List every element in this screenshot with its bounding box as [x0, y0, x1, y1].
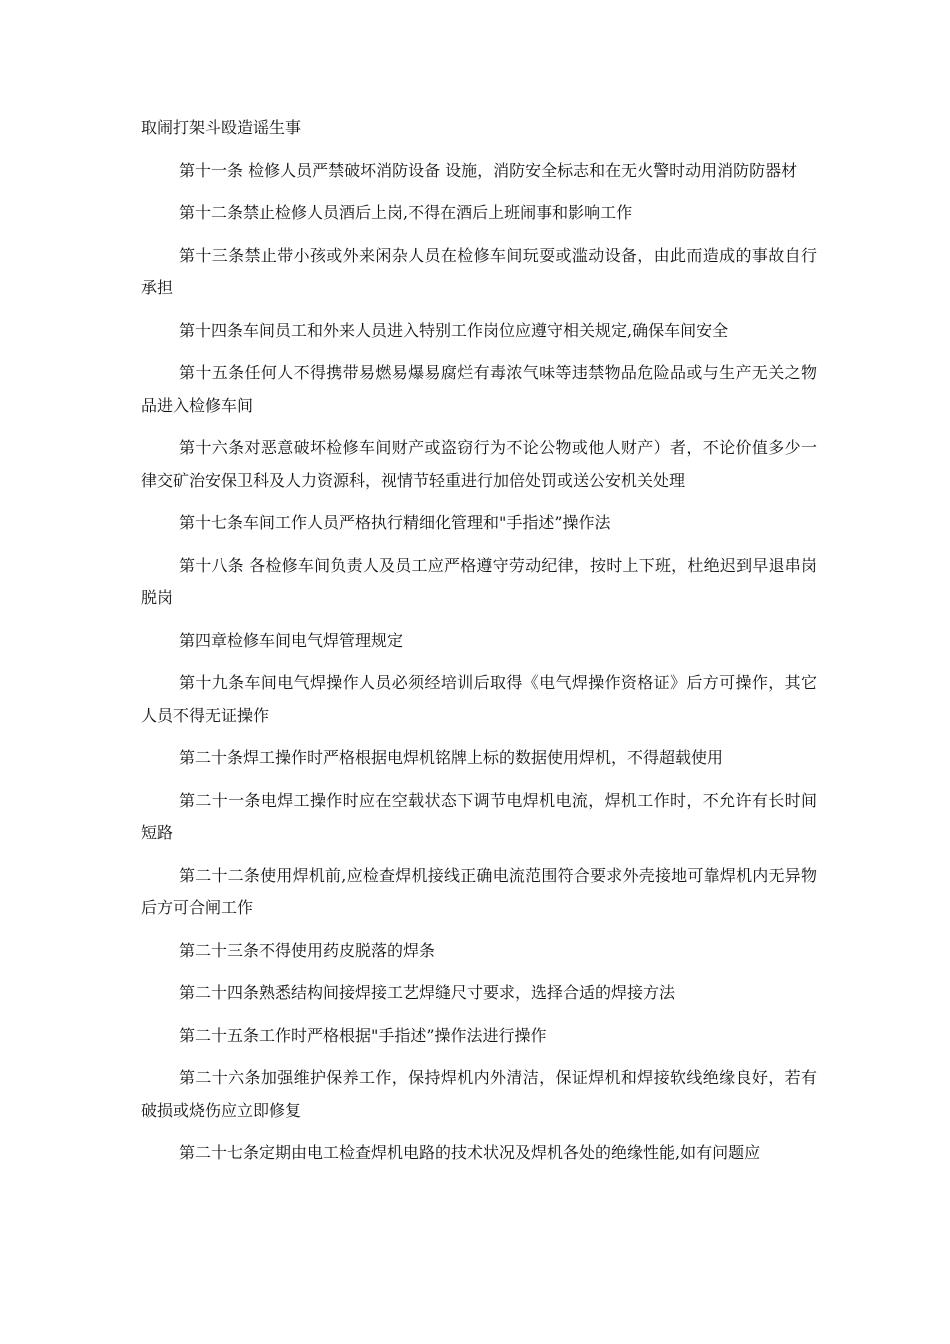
paragraph: 第二十五条工作时严格根据"手指述”操作法进行操作	[179, 1025, 547, 1045]
paragraph: 第二十三条不得使用药皮脱落的焊条	[179, 940, 436, 960]
paragraph: 第二十六条加强维护保养工作，保持焊机内外清洁，保证焊机和焊接软线绝缘良好，若有破损或烧伤应立即修复	[141, 1068, 817, 1120]
paragraph: 第二十条焊工操作时严格根据电焊机铭牌上标的数据使用焊机，不得超载使用	[179, 748, 724, 767]
paragraph: 第二十七条定期由电工检查焊机电路的技术状况及焊机各处的绝缘性能,如有问题应	[179, 1143, 761, 1162]
paragraph: 第二十一条电焊工操作时应在空载状态下调节电焊机电流，焊机工作时，不允许有长时间短路	[141, 790, 817, 842]
paragraph: 第二十四条熟悉结构间接焊接工艺焊缝尺寸要求，选择合适的焊接方法	[179, 983, 676, 1002]
paragraph: 第十五条任何人不得携带易燃易爆易腐烂有毒浓气味等违禁物品危险品或与生产无关之物品进入检修车间	[141, 363, 817, 415]
paragraph: 第十四条车间员工和外来人员进入特别工作岗位应遵守相关规定,确保车间安全	[179, 320, 729, 340]
paragraph: 第十一条 检修人员严禁破坏消防设备 设施，消防安全标志和在无火警时动用消防防器材	[179, 160, 798, 180]
paragraph: 第四章检修车间电气焊管理规定	[179, 630, 404, 650]
paragraph: 第十三条禁止带小孩或外来闲杂人员在检修车间玩耍或滥动设备，由此而造成的事故自行承担	[141, 245, 817, 297]
paragraph: 第十七条车间工作人员严格执行精细化管理和"手指述”操作法	[179, 513, 611, 532]
paragraph-continuation: 取闹打架斗殴造谣生事	[141, 118, 302, 137]
paragraph: 第十八条 各检修车间负责人及员工应严格遵守劳动纪律，按时上下班，杜绝迟到早退串岗脱岗	[141, 555, 817, 607]
paragraph: 第十六条对恶意破坏检修车间财产或盗窃行为不论公物或他人财产）者，不论价值多少一律交矿治安保卫科及人力资源科，视情节轻重进行加倍处罚或送公安机关处理	[141, 438, 817, 490]
paragraph: 第十二条禁止检修人员酒后上岗,不得在酒后上班闹事和影响工作	[179, 203, 633, 222]
paragraph: 第二十二条使用焊机前,应检查焊机接线正确电流范围符合要求外壳接地可靠焊机内无异物后方可合闸工作	[141, 865, 817, 917]
document-body	[141, 112, 817, 1180]
paragraph: 第十九条车间电气焊操作人员必须经培训后取得《电气焊操作资格证》后方可操作，其它人员不得无证操作	[141, 673, 817, 725]
